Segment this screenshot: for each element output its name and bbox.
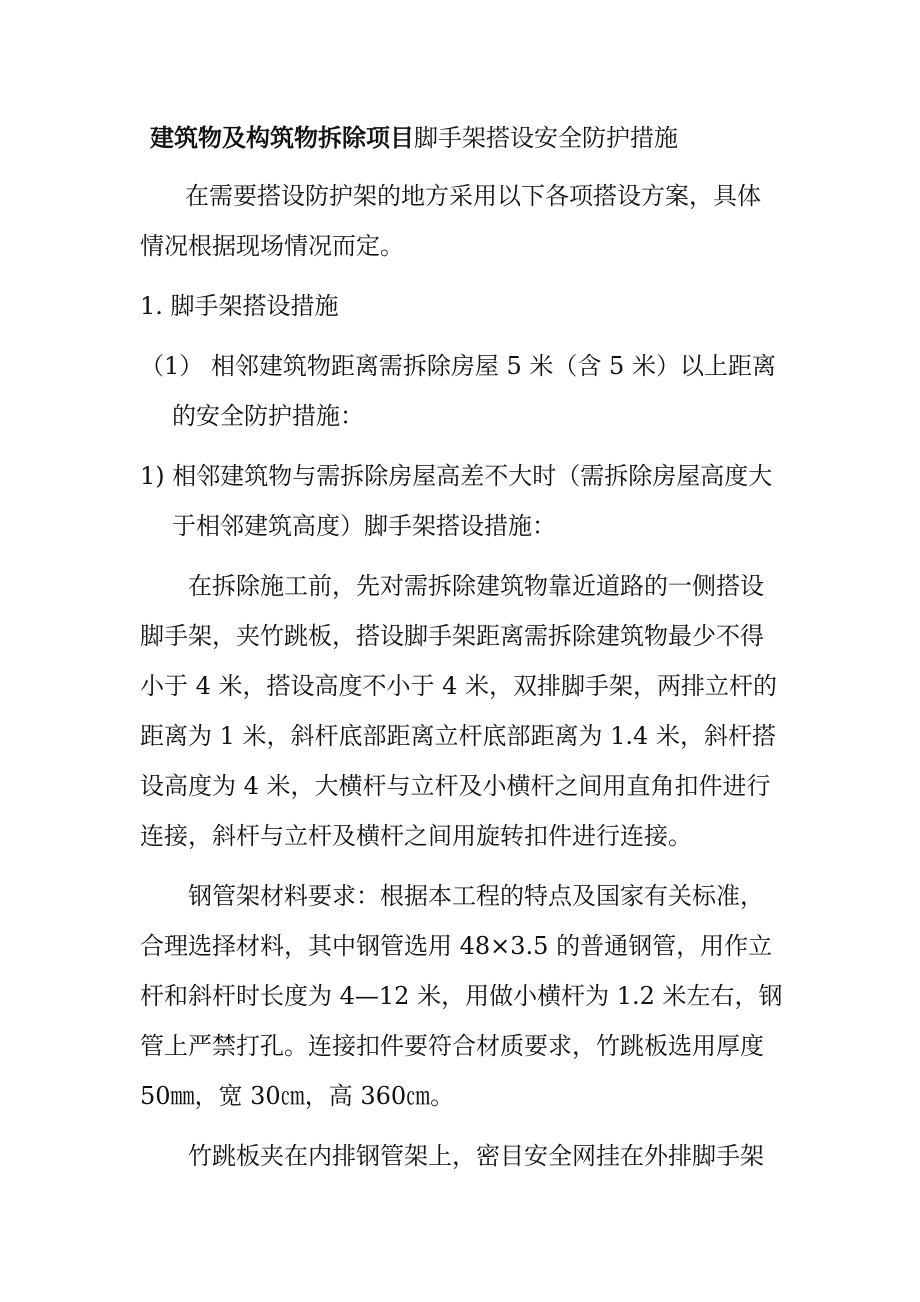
text-line: 脚手架，夹竹跳板，搭设脚手架距离需拆除建筑物最少不得 bbox=[140, 622, 764, 650]
text-line: 1) 相邻建筑物与需拆除房屋高差不大时（需拆除房屋高度大 bbox=[140, 462, 773, 490]
text-line: 竹跳板夹在内排钢管架上，密目安全网挂在外排脚手架 bbox=[188, 1142, 764, 1170]
text-line: 距离为 1 米，斜杆底部距离立杆底部距离为 1.4 米，斜杆搭 bbox=[140, 722, 776, 750]
document-title bbox=[150, 118, 850, 158]
title-bold-part: 建筑物及构筑物拆除项目 bbox=[150, 124, 414, 152]
text-line: 50㎜，宽 30㎝，高 360㎝。 bbox=[140, 1082, 455, 1110]
text-line: 小于 4 米，搭设高度不小于 4 米，双排脚手架，两排立杆的 bbox=[140, 672, 778, 700]
text-line: 于相邻建筑高度）脚手架搭设措施： bbox=[172, 512, 556, 540]
text-line: 管上严禁打孔。连接扣件要符合材质要求，竹跳板选用厚度 bbox=[140, 1032, 764, 1060]
text-line: 杆和斜杆时长度为 4—12 米，用做小横杆为 1.2 米左右，钢 bbox=[140, 982, 783, 1010]
text-line: 设高度为 4 米，大横杆与立杆及小横杆之间用直角扣件进行 bbox=[140, 772, 771, 800]
text-line: 连接，斜杆与立杆及横杆之间用旋转扣件进行连接。 bbox=[140, 822, 692, 850]
text-line: 情况根据现场情况而定。 bbox=[140, 232, 404, 260]
text-line: 在需要搭设防护架的地方采用以下各项搭设方案，具体 bbox=[185, 182, 761, 210]
section-heading: 1. 脚手架搭设措施 bbox=[140, 292, 339, 320]
text-line: （1） 相邻建筑物距离需拆除房屋 5 米（含 5 米）以上距离 bbox=[140, 352, 776, 380]
title-rest-part: 脚手架搭设安全防护措施 bbox=[414, 124, 678, 152]
text-line: 的安全防护措施： bbox=[172, 402, 364, 430]
text-line: 合理选择材料，其中钢管选用 48×3.5 的普通钢管，用作立 bbox=[140, 932, 773, 960]
text-line: 在拆除施工前，先对需拆除建筑物靠近道路的一侧搭设 bbox=[188, 572, 764, 600]
text-line: 钢管架材料要求：根据本工程的特点及国家有关标准， bbox=[188, 882, 764, 910]
